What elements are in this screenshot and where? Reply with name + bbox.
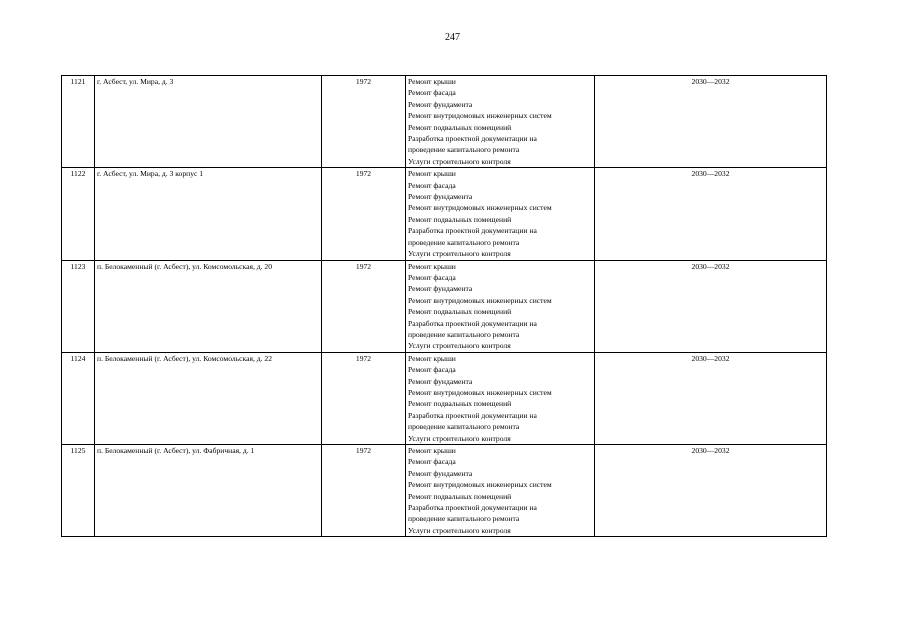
table-row: [62, 76, 827, 168]
year-cell: 1972: [322, 352, 406, 444]
works-cell: [406, 445, 595, 537]
year-cell: 1972: [322, 445, 406, 537]
works-cell: [406, 352, 595, 444]
work-item: Ремонт крыши: [408, 353, 456, 363]
work-item: Ремонт фундамента: [408, 376, 473, 386]
address-cell: г. Асбест, ул. Мира, д. 3 корпус 1: [95, 168, 322, 260]
address-cell: п. Белокаменный (г. Асбест), ул. Комсомольская, д. 20: [95, 260, 322, 352]
work-item: Услуги строительного контроля: [408, 249, 511, 259]
work-item: проведение капитального ремонта: [408, 237, 520, 247]
work-item: Разработка проектной документации на: [408, 410, 537, 420]
period-cell: 2030—2032: [595, 445, 827, 537]
work-item: Разработка проектной документации на: [408, 503, 537, 513]
work-item: проведение капитального ремонта: [408, 329, 520, 339]
work-item: Разработка проектной документации на: [408, 318, 537, 328]
work-item: Ремонт крыши: [408, 446, 456, 455]
work-item: Ремонт крыши: [408, 169, 456, 179]
table-row: [62, 445, 827, 537]
work-item: Ремонт подвальных помещений: [408, 122, 512, 132]
address-cell: г. Асбест, ул. Мира, д. 3: [95, 76, 322, 168]
work-item: Ремонт фасада: [408, 180, 456, 190]
work-item: Ремонт фасада: [408, 272, 456, 282]
address-cell: п. Белокаменный (г. Асбест), ул. Фабричная, д. 1: [95, 445, 322, 537]
work-item: Ремонт внутридомовых инженерных систем: [408, 203, 552, 213]
year-cell: 1972: [322, 168, 406, 260]
works-cell: [406, 76, 595, 168]
work-item: Ремонт крыши: [408, 77, 456, 86]
table-row: [62, 260, 827, 352]
work-item: Ремонт внутридомовых инженерных систем: [408, 295, 552, 305]
works-cell: [406, 168, 595, 260]
period-cell: 2030—2032: [595, 352, 827, 444]
period-cell: 2030—2032: [595, 260, 827, 352]
work-item: Услуги строительного контроля: [408, 341, 511, 351]
work-item: Ремонт фундамента: [408, 284, 473, 294]
work-item: Ремонт подвальных помещений: [408, 307, 512, 317]
period-cell: 2030—2032: [595, 76, 827, 168]
table-row: [62, 352, 827, 444]
work-item: Ремонт внутридомовых инженерных систем: [408, 480, 552, 490]
works-cell: [406, 260, 595, 352]
row-number-cell: 1122: [62, 168, 95, 260]
work-item: Ремонт фундамента: [408, 192, 473, 202]
row-number-cell: 1124: [62, 352, 95, 444]
row-number-cell: 1123: [62, 260, 95, 352]
work-item: Услуги строительного контроля: [408, 156, 511, 166]
work-item: проведение капитального ремонта: [408, 514, 520, 524]
year-cell: 1972: [322, 260, 406, 352]
work-item: Ремонт фасада: [408, 365, 456, 375]
work-item: Ремонт крыши: [408, 261, 456, 271]
work-item: Ремонт подвальных помещений: [408, 491, 512, 501]
table-row: [62, 168, 827, 260]
row-number-cell: 1125: [62, 445, 95, 537]
work-item: Ремонт фундамента: [408, 468, 473, 478]
work-item: проведение капитального ремонта: [408, 422, 520, 432]
repair-schedule-table: [61, 75, 827, 537]
work-item: Ремонт подвальных помещений: [408, 214, 512, 224]
work-item: Ремонт внутридомовых инженерных систем: [408, 111, 552, 121]
work-item: Ремонт внутридомовых инженерных систем: [408, 387, 552, 397]
period-cell: 2030—2032: [595, 168, 827, 260]
address-cell: п. Белокаменный (г. Асбест), ул. Комсомольская, д. 22: [95, 352, 322, 444]
work-item: Разработка проектной документации на: [408, 226, 537, 236]
work-item: Услуги строительного контроля: [408, 433, 511, 443]
work-item: Ремонт фасада: [408, 88, 456, 98]
work-item: Ремонт фундамента: [408, 99, 473, 109]
work-item: Разработка проектной документации на: [408, 134, 537, 144]
row-number-cell: 1121: [62, 76, 95, 168]
page-number: 247: [445, 32, 460, 43]
work-item: Услуги строительного контроля: [408, 525, 511, 535]
work-item: Ремонт подвальных помещений: [408, 399, 512, 409]
work-item: проведение капитального ремонта: [408, 145, 520, 155]
work-item: Ремонт фасада: [408, 457, 456, 467]
year-cell: 1972: [322, 76, 406, 168]
